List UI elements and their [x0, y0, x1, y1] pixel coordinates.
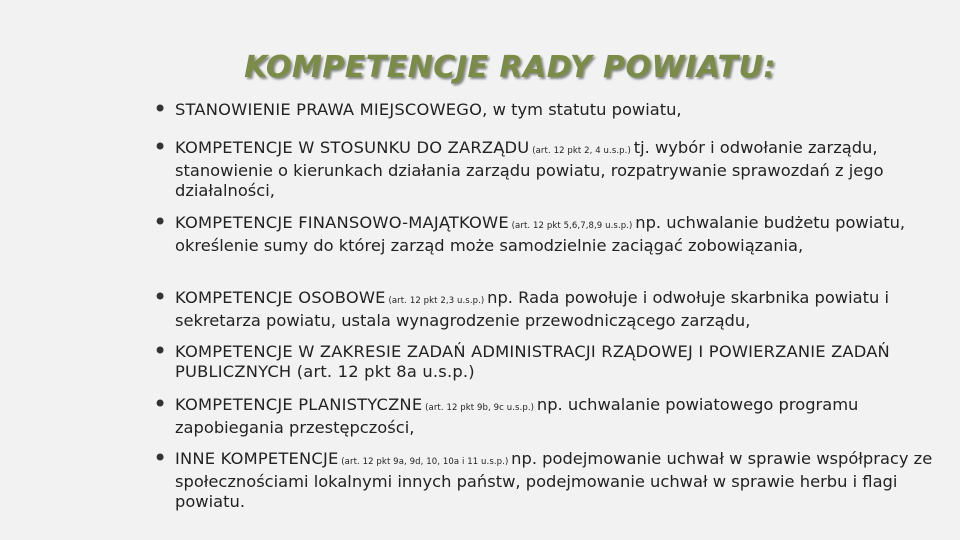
item-heading: STANOWIENIE PRAWA MIEJSCOWEGO,	[175, 100, 488, 119]
item-heading: KOMPETENCJE W ZAKRESIE ZADAŃ ADMINISTRACJI RZĄDOWEJ I POWIERZANIE ZADAŃ PUBLICZNYCH (art. 12 pkt 8a u.s.p.)	[175, 342, 890, 381]
list-item	[153, 337, 935, 385]
item-description: w tym statutu powiatu,	[487, 100, 682, 119]
item-heading: KOMPETENCJE W STOSUNKU DO ZARZĄDU	[175, 138, 530, 157]
item-heading: KOMPETENCJE OSOBOWE	[175, 288, 386, 307]
bullet-icon: •	[153, 208, 168, 236]
bullet-icon: •	[153, 337, 168, 365]
item-description: np. Rada powołuje i odwołuje skarbnika powiatu i sekretarza powiatu, ustala wynagrodzenie przewodniczącego zarządu,	[175, 288, 890, 330]
list-item	[153, 283, 935, 331]
bullet-icon: •	[153, 390, 168, 418]
list-item	[153, 208, 935, 256]
list-item	[153, 444, 935, 512]
item-reference: (art. 12 pkt 9b, 9c u.s.p.)	[422, 403, 537, 413]
item-heading: KOMPETENCJE FINANSOWO-MAJĄTKOWE	[175, 213, 509, 232]
item-reference: (art. 12 pkt 2, 4 u.s.p.)	[529, 146, 634, 156]
item-reference: (art. 12 pkt 9a, 9d, 10, 10a i 11 u.s.p.)	[338, 457, 512, 467]
list-item	[153, 95, 935, 123]
item-description: np. uchwalanie budżetu powiatu, określenie sumy do której zarząd może samodzielnie zaciągać zobowiązania,	[175, 213, 906, 255]
item-reference: (art. 12 pkt 5,6,7,8,9 u.s.p.)	[508, 221, 636, 231]
slide-title: KOMPETENCJE RADY POWIATU:	[244, 50, 776, 85]
list-item	[153, 390, 935, 438]
bullet-icon: •	[153, 133, 168, 161]
bullet-icon: •	[153, 95, 168, 123]
item-reference: (art. 12 pkt 2,3 u.s.p.)	[385, 296, 488, 306]
item-heading: INNE KOMPETENCJE	[175, 449, 339, 468]
item-description: tj. wybór i odwołanie zarządu, stanowienie o kierunkach działania zarządu powiatu, rozpatrywanie sprawozdań z jego działalności,	[175, 138, 884, 200]
bullet-icon: •	[153, 444, 168, 472]
list-item	[153, 133, 935, 201]
item-description: np. podejmowanie uchwał w sprawie współpracy ze społecznościami lokalnymi innych państw, podejmowanie uchwał w sprawie herbu i flagi powiatu.	[175, 449, 933, 511]
bullet-icon: •	[153, 283, 168, 311]
item-heading: KOMPETENCJE PLANISTYCZNE	[175, 395, 423, 414]
item-description: np. uchwalanie powiatowego programu zapobiegania przestępczości,	[175, 395, 859, 437]
